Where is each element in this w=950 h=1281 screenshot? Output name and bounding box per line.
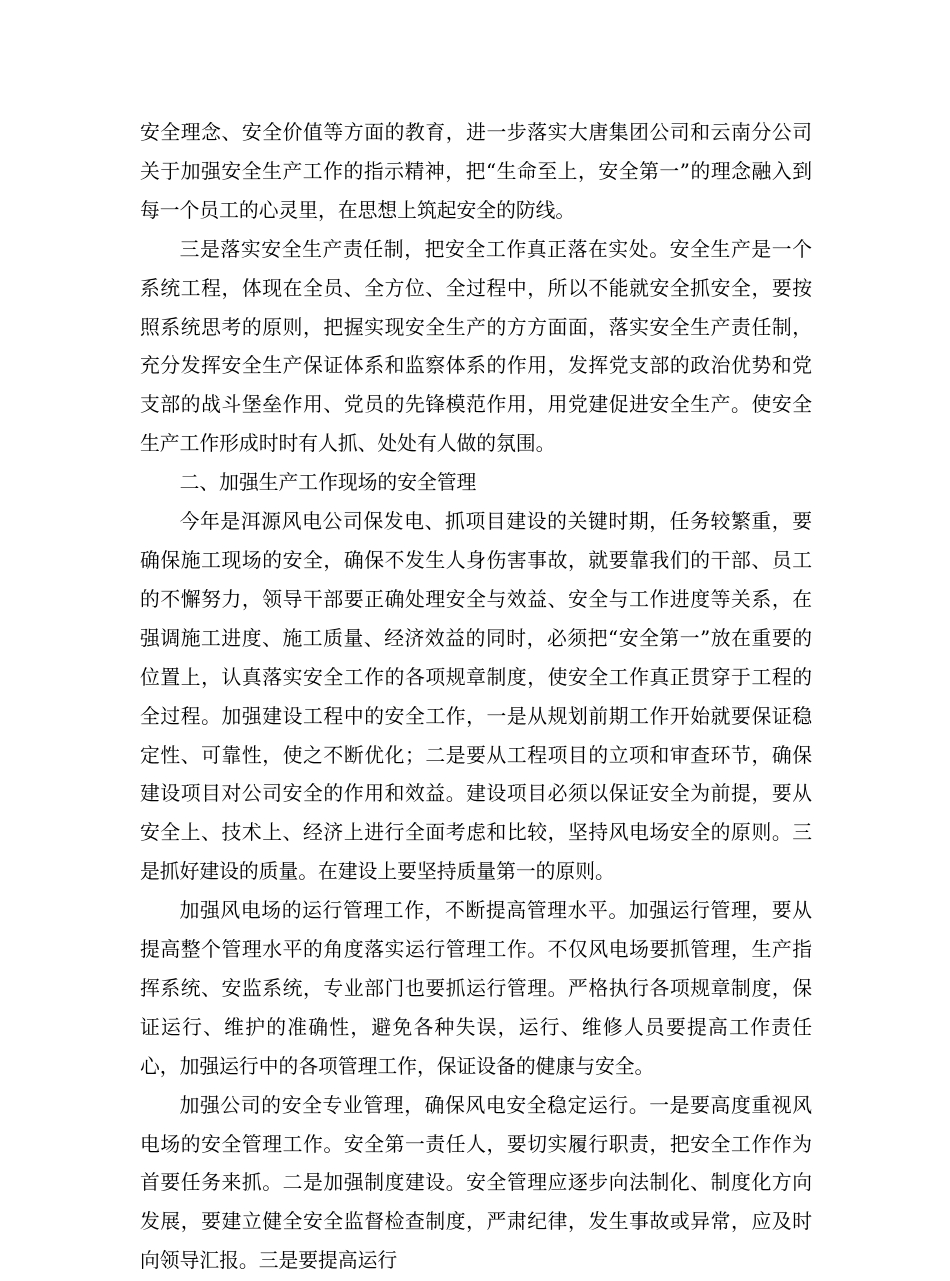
document-body — [140, 114, 812, 1281]
body-paragraph: 加强公司的安全专业管理，确保风电安全稳定运行。一是要高度重视风电场的安全管理工作。安全第一责任人，要切实履行职责，把安全工作作为首要任务来抓。二是加强制度建设。安全管理应逐步向法制化、制度化方向发展，要建立健全安全监督检查制度，严肃纪律，发生事故或异常，应及时向领导汇报。三是要提高运行 — [140, 1093, 812, 1273]
body-paragraph: 三是落实安全生产责任制，把安全工作真正落在实处。安全生产是一个系统工程，体现在全员、全方位、全过程中，所以不能就安全抓安全，要按照系统思考的原则，把握实现安全生产的方方面面，落实安全生产责任制，充分发挥安全生产保证体系和监察体系的作用，发挥党支部的政治优势和党支部的战斗堡垒作用、党员的先锋模范作用，用党建促进安全生产。使安全生产工作形成时时有人抓、处处有人做的氛围。 — [140, 237, 812, 456]
body-paragraph: 今年是洱源风电公司保发电、抓项目建设的关键时期，任务较繁重，要确保施工现场的安全，确保不发生人身伤害事故，就要靠我们的干部、员工的不懈努力，领导干部要正确处理安全与效益、安全与工作进度等关系，在强调施工进度、施工质量、经济效益的同时，必须把“安全第一”放在重要的位置上，认真落实安全工作的各项规章制度，使安全工作真正贯穿于工程的全过程。加强建设工程中的安全工作，一是从规划前期工作开始就要保证稳定性、可靠性，使之不断优化；二是要从工程项目的立项和审查环节，确保建设项目对公司安全的作用和效益。建设项目必须以保证安全为前提，要从安全上、技术上、经济上进行全面考虑和比较，坚持风电场安全的原则。三是抓好建设的质量。在建设上要坚持质量第一的原则。 — [140, 510, 812, 884]
section-heading: 二、加强生产工作现场的安全管理 — [179, 471, 477, 495]
body-paragraph: 加强风电场的运行管理工作，不断提高管理水平。加强运行管理，要从提高整个管理水平的角度落实运行管理工作。不仅风电场要抓管理，生产指挥系统、安监系统，专业部门也要抓运行管理。严格执行各项规章制度，保证运行、维护的准确性，避免各种失误，运行、维修人员要提高工作责任心，加强运行中的各项管理工作，保证设备的健康与安全。 — [140, 899, 812, 1078]
body-paragraph: 安全理念、安全价值等方面的教育，进一步落实大唐集团公司和云南分公司关于加强安全生产工作的指示精神，把“生命至上，安全第一”的理念融入到每一个员工的心灵里，在思想上筑起安全的防线。 — [140, 121, 812, 222]
